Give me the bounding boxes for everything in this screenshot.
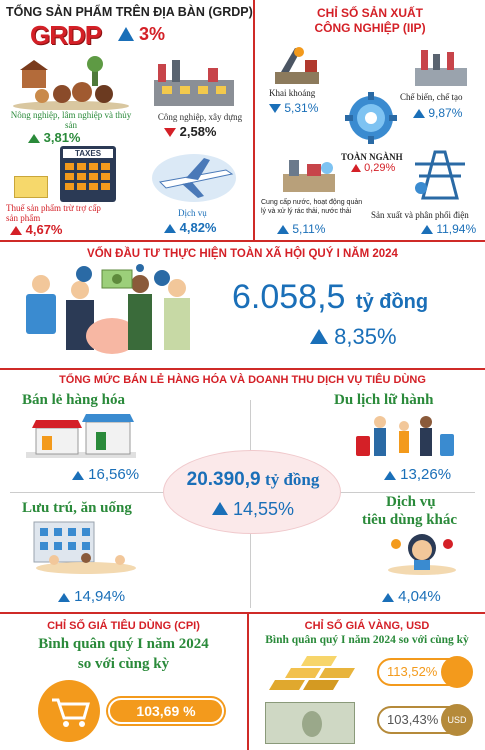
grdp-badge: GRDP: [30, 20, 102, 50]
services-value: 4,82%: [164, 220, 217, 235]
other-services-label-1: Dịch vụ: [386, 494, 436, 510]
retail-goods-value: 16,56%: [72, 466, 139, 483]
investment-title: VỐN ĐẦU TƯ THỰC HIỆN TOÀN XÃ HỘI QUÝ I NĂM 2024: [87, 248, 398, 260]
arrow-up-icon: [72, 471, 84, 480]
mining-label: Khai khoáng: [269, 88, 316, 98]
other-services-value: 4,04%: [382, 588, 441, 605]
banknote-illustration: [265, 702, 355, 744]
investment-panel: [0, 242, 485, 368]
travel-value: 13,26%: [384, 466, 451, 483]
total-industry-value: 0,29%: [351, 162, 395, 174]
arrow-up-icon: [384, 471, 396, 480]
iip-title-line1: CHỈ SỐ SẢN XUẤT: [316, 6, 423, 20]
retail-title: TỔNG MỨC BÁN LẺ HÀNG HÓA VÀ DOANH THU DỊCH VỤ TIÊU DÙNG: [59, 374, 426, 386]
arrow-up-icon: [277, 225, 289, 234]
cpi-panel: [0, 614, 247, 750]
services-label: Dịch vụ: [178, 208, 207, 218]
arrow-up-icon: [351, 164, 361, 172]
arrow-down-icon: [164, 128, 176, 137]
banknote-portrait: [302, 711, 322, 737]
retail-center-amount-row: [164, 469, 342, 491]
arrow-up-icon: [164, 224, 176, 233]
arrow-down-icon: [269, 104, 281, 113]
usd-icon: [441, 704, 473, 736]
agri-label: Nông nghiệp, lâm nghiệp và thủy sản: [10, 110, 132, 130]
manufacturing-label: Chế biến, chế tạo: [400, 92, 463, 102]
agri-value: 3,81%: [28, 130, 81, 145]
water-value: 5,11%: [277, 222, 325, 236]
arrow-up-icon: [212, 502, 228, 515]
tax-label: Thuế sản phẩm trừ trợ cấp sản phẩm: [6, 203, 101, 223]
power-tower-illustration: [405, 150, 475, 200]
usd-value: 103,43%: [387, 712, 439, 727]
retail-panel: [0, 370, 485, 610]
travel-illustration: [352, 412, 468, 460]
gold-value-pill: [377, 658, 469, 686]
calculator-icon: [60, 146, 116, 202]
retail-center-growth: 14,55%: [164, 499, 342, 520]
retail-center-amount: 20.390,9: [186, 469, 261, 490]
accommodation-value: 14,94%: [58, 588, 125, 605]
travel-label: Du lịch lữ hành: [334, 392, 434, 408]
gold-title: CHỈ SỐ GIÁ VÀNG, USD: [304, 620, 430, 632]
retail-center-unit: tỷ đồng: [265, 470, 320, 489]
manufacturing-illustration: [413, 48, 469, 88]
water-plant-illustration: [281, 154, 337, 194]
cpi-sub-line2: so với cùng kỳ: [77, 656, 170, 672]
cpi-title: CHỈ SỐ GIÁ TIÊU DÙNG (CPI): [47, 620, 200, 632]
grdp-title: TỔNG SẢN PHẨM TRÊN ĐỊA BÀN (GRDP): [6, 5, 253, 19]
total-industry-label: TOÀN NGÀNH: [341, 152, 403, 162]
cart-icon: [38, 680, 100, 742]
mining-value: 5,31%: [269, 101, 318, 115]
gear-brain-icon: [345, 92, 397, 144]
grdp-panel: [0, 0, 253, 240]
iip-title-line2: CÔNG NGHIỆP (IIP): [314, 21, 426, 35]
tax-value: 4,67%: [10, 222, 63, 237]
accommodation-label: Lưu trú, ăn uống: [22, 500, 132, 516]
arrow-up-icon: [28, 134, 40, 143]
retail-goods-label: Bán lẻ hàng hóa: [22, 392, 125, 408]
receipt-icon: [14, 176, 48, 198]
cpi-value-pill: [108, 698, 224, 724]
other-services-label-2: tiêu dùng khác: [362, 512, 458, 528]
retail-center-oval: [163, 450, 341, 534]
arrow-up-icon: [10, 226, 22, 235]
gold-sub: Bình quân quý I năm 2024 so với cùng kỳ: [265, 634, 469, 646]
arrow-up-icon: [413, 109, 425, 118]
gold-panel: [249, 614, 485, 750]
usd-value-pill: [377, 706, 469, 734]
arrow-up-icon: [310, 329, 328, 344]
water-label: Cung cấp nước, hoạt động quản lý và xử lý rác thải, nước thải: [261, 199, 363, 215]
gold-bars-illustration: [263, 650, 363, 700]
iip-panel: [255, 0, 485, 240]
people-money-illustration: [16, 264, 206, 364]
electricity-value: 11,94%: [421, 222, 476, 236]
gold-value: 113,52%: [387, 664, 438, 679]
farm-illustration: [12, 56, 130, 110]
factory-illustration: [148, 56, 240, 110]
arrow-up-icon: [58, 593, 70, 602]
arrow-up-icon: [421, 225, 433, 234]
arrow-up-icon: [118, 27, 134, 41]
shop-illustration: [26, 412, 136, 458]
service-worker-illustration: [386, 530, 458, 576]
grdp-total: [118, 24, 165, 45]
grdp-total-value: 3%: [139, 24, 166, 44]
cpi-sub-line1: Bình quân quý I năm 2024: [38, 636, 209, 652]
industry-label: Công nghiệp, xây dựng: [157, 112, 243, 122]
industry-value: 2,58%: [164, 124, 217, 139]
plane-illustration: [146, 150, 242, 206]
mining-illustration: [271, 42, 323, 86]
electricity-label: Sản xuất và phân phối điện: [371, 210, 469, 220]
usd-label: USD: [447, 715, 467, 725]
hotel-illustration: [28, 520, 144, 576]
investment-amount: [232, 278, 428, 317]
cpi-value: 103,69 %: [136, 703, 196, 719]
taxes-label: TAXES: [63, 149, 113, 158]
manufacturing-value: 9,87%: [413, 106, 462, 120]
gold-icon: [441, 656, 473, 688]
investment-amount-value: 6.058,5: [232, 278, 346, 316]
investment-growth: 8,35%: [310, 324, 397, 350]
arrow-up-icon: [382, 593, 394, 602]
investment-amount-unit: tỷ đồng: [355, 291, 429, 313]
